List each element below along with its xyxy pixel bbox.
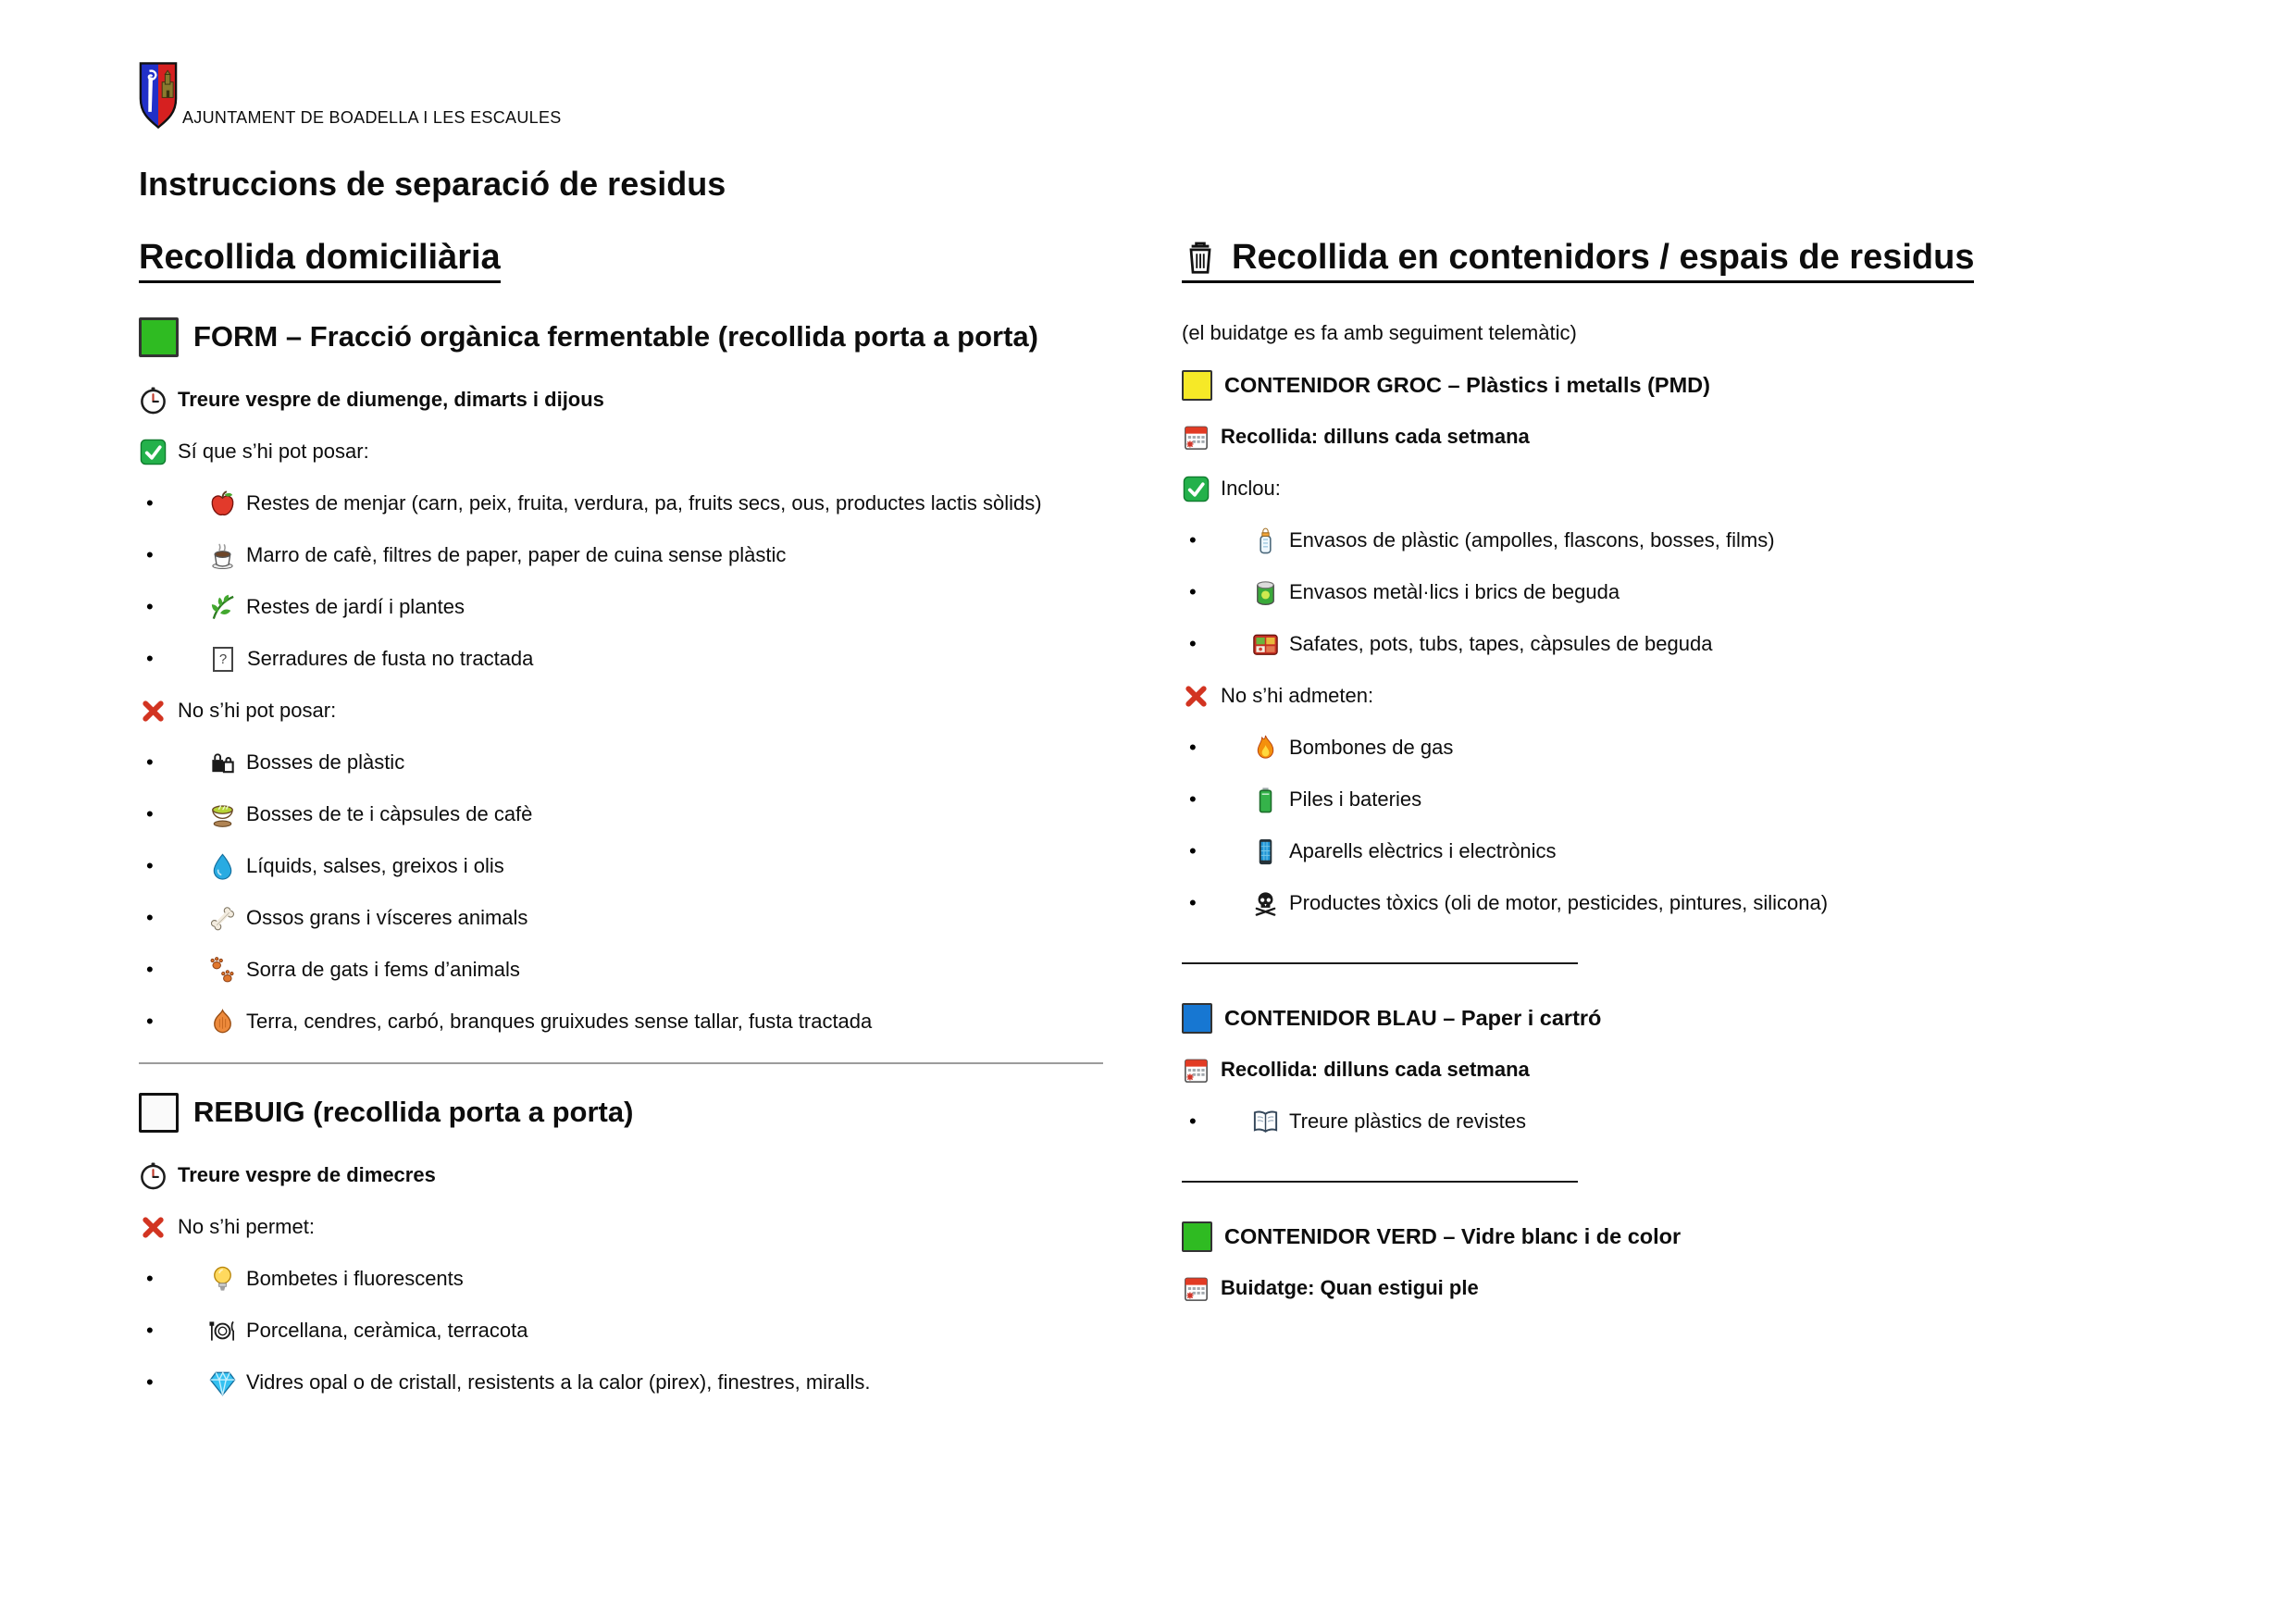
bullet-dot — [1189, 787, 1206, 812]
rebuig-section-heading — [139, 1092, 1148, 1133]
container-divider — [1182, 962, 1578, 964]
list-item: • Safates, pots, tubs, tapes, càpsules de beguda — [1182, 627, 2191, 661]
contenidor-verd-heading — [1182, 1220, 2191, 1253]
clock-icon — [139, 386, 168, 415]
calendar-icon — [1182, 1056, 1210, 1085]
groc-no-label — [1182, 679, 2191, 713]
bullet-dot — [1189, 891, 1206, 915]
bullet-dot — [1189, 528, 1206, 552]
list-item: • Aparells elèctrics i electrònics — [1182, 835, 2191, 868]
cross-icon — [139, 1213, 168, 1242]
apple-icon — [208, 490, 237, 518]
bullet-dot — [146, 906, 163, 930]
list-item: • Envasos metàl·lics i brics de beguda — [1182, 576, 2191, 609]
bullet-dot — [146, 958, 163, 982]
groc-no-label-text: No s’hi admeten: — [1221, 684, 1374, 707]
blau-schedule-text: Recollida: dilluns cada setmana — [1221, 1058, 1530, 1081]
blau-schedule — [1182, 1053, 2191, 1086]
skull-crossbones-icon — [1251, 889, 1280, 918]
gem-icon — [208, 1369, 237, 1397]
blue-square-icon — [1182, 1003, 1212, 1034]
list-item: • Líquids, salses, greixos i olis — [139, 849, 1148, 883]
bullet-dot — [1189, 580, 1206, 604]
list-item: • Bosses de plàstic — [139, 746, 1148, 779]
white-square-icon — [139, 1093, 179, 1133]
rebuig-schedule-text: Treure vespre de dimecres — [178, 1163, 436, 1186]
right-column-heading — [1182, 237, 1974, 283]
contenidor-groc-heading — [1182, 368, 2191, 402]
unknown-glyph-icon — [213, 647, 233, 672]
bullet-dot — [146, 595, 163, 619]
calendar-icon — [1182, 423, 1210, 452]
list-item: • Productes tòxics (oli de motor, pesticides, pintures, silicona) — [1182, 886, 2191, 920]
verd-title: CONTENIDOR VERD – Vidre blanc i de color — [1224, 1223, 1682, 1248]
bullet-dot — [146, 543, 163, 567]
section-divider — [139, 1062, 1103, 1064]
list-item: • Restes de jardí i plantes — [139, 590, 1148, 624]
list-item: • Bombetes i fluorescents — [139, 1262, 1148, 1295]
shopping-bags-icon — [208, 749, 237, 777]
org-name: AJUNTAMENT DE BOADELLA I LES ESCAULES — [182, 108, 562, 127]
bullet-dot — [146, 854, 163, 878]
green-square-icon — [139, 317, 179, 357]
cross-icon — [1182, 682, 1210, 711]
list-item: • Treure plàstics de revistes — [1182, 1105, 2191, 1138]
list-item: • ? Serradures de fusta no tractada — [139, 642, 1148, 676]
groc-title: CONTENIDOR GROC – Plàstics i metalls (PMD) — [1224, 372, 1710, 397]
rebuig-no-list — [139, 1262, 1148, 1399]
check-icon — [139, 438, 168, 466]
bullet-dot — [146, 802, 163, 826]
bone-icon — [208, 904, 237, 933]
list-item: • Marro de cafè, filtres de paper, paper de cuina sense plàstic — [139, 539, 1148, 572]
check-icon — [1182, 475, 1210, 503]
verd-schedule — [1182, 1271, 2191, 1305]
bullet-dot — [1189, 1110, 1206, 1134]
teacup-icon — [208, 800, 237, 829]
contenidor-blau-heading — [1182, 1001, 2191, 1035]
form-no-list — [139, 746, 1148, 1038]
bullet-dot — [146, 1267, 163, 1291]
form-no-label — [139, 694, 1148, 727]
battery-icon — [1251, 786, 1280, 814]
groc-schedule — [1182, 420, 2191, 453]
telematic-note: (el buidatge es fa amb seguiment telemàtic) — [1182, 321, 1577, 344]
wastebasket-icon — [1182, 239, 1219, 276]
form-title: FORM – Fracció orgànica fermentable (recollida porta a porta) — [193, 320, 1038, 353]
right-heading-text: Recollida en contenidors / espais de residus — [1232, 238, 1975, 277]
section-recollida-contenidors — [1182, 237, 2191, 1323]
list-item: • Sorra de gats i fems d’animals — [139, 953, 1148, 986]
calendar-icon — [1182, 1274, 1210, 1303]
form-no-label-text: No s’hi pot posar: — [178, 699, 337, 722]
bento-box-icon — [1251, 630, 1280, 659]
tuber-icon — [208, 1008, 237, 1036]
verd-schedule-text: Buidatge: Quan estigui ple — [1221, 1276, 1479, 1299]
bullet-dot — [146, 1370, 163, 1395]
list-item: • Restes de menjar (carn, peix, fruita, verdura, pa, fruits secs, ous, productes lactis sòlids) — [139, 487, 1148, 520]
groc-include-label — [1182, 472, 2191, 505]
list-item: • Terra, cendres, carbó, branques gruixudes sense tallar, fusta tractada — [139, 1005, 1148, 1038]
list-item: • Piles i bateries — [1182, 783, 2191, 816]
list-item: • Ossos grans i vísceres animals — [139, 901, 1148, 935]
groc-schedule-text: Recollida: dilluns cada setmana — [1221, 425, 1530, 448]
list-item: • Envasos de plàstic (ampolles, flascons, bosses, films) — [1182, 524, 2191, 557]
groc-include-list — [1182, 524, 2191, 661]
bullet-dot — [146, 491, 163, 515]
list-item: • Bosses de te i càpsules de cafè — [139, 798, 1148, 831]
form-schedule — [139, 383, 1148, 416]
bullet-dot — [146, 1010, 163, 1034]
list-item: • Vidres opal o de cristall, resistents a la calor (pirex), finestres, miralls. — [139, 1366, 1148, 1399]
baby-bottle-icon — [1251, 527, 1280, 555]
left-column-heading: Recollida domiciliària — [139, 237, 501, 283]
bullet-dot — [146, 647, 163, 671]
plate-cutlery-icon — [208, 1317, 237, 1345]
green-square-icon — [1182, 1221, 1212, 1252]
form-yes-label-text: Sí que s’hi pot posar: — [178, 440, 369, 463]
yellow-square-icon — [1182, 370, 1212, 401]
can-icon — [1251, 578, 1280, 607]
header — [137, 61, 562, 130]
mobile-phone-icon — [1251, 837, 1280, 866]
coat-of-arms-logo — [137, 61, 180, 130]
section-recollida-domiciliaria — [139, 237, 1148, 1418]
coffee-icon — [208, 541, 237, 570]
droplet-icon — [208, 852, 237, 881]
clock-icon — [139, 1161, 168, 1190]
form-section-heading — [139, 316, 1148, 357]
paw-prints-icon — [208, 956, 237, 985]
list-item: • Porcellana, ceràmica, terracota — [139, 1314, 1148, 1347]
bullet-dot — [1189, 839, 1206, 863]
rebuig-schedule — [139, 1159, 1148, 1192]
bullet-dot — [1189, 736, 1206, 760]
container-divider — [1182, 1181, 1578, 1183]
open-book-icon — [1251, 1108, 1280, 1136]
form-yes-label — [139, 435, 1148, 468]
form-yes-list — [139, 487, 1148, 676]
rebuig-no-label-text: No s’hi permet: — [178, 1215, 315, 1238]
list-item: • Bombones de gas — [1182, 731, 2191, 764]
bullet-dot — [146, 1319, 163, 1343]
rebuig-title: REBUIG (recollida porta a porta) — [193, 1096, 634, 1128]
bulb-icon — [208, 1265, 237, 1294]
groc-include-label-text: Inclou: — [1221, 477, 1281, 500]
blau-title: CONTENIDOR BLAU – Paper i cartró — [1224, 1005, 1602, 1030]
page-title: Instruccions de separació de residus — [139, 165, 726, 203]
blau-list — [1182, 1105, 2191, 1138]
bullet-dot — [146, 750, 163, 775]
rebuig-no-label — [139, 1210, 1148, 1244]
cross-icon — [139, 697, 168, 725]
groc-no-list — [1182, 731, 2191, 920]
herb-icon — [208, 593, 237, 622]
bullet-dot — [1189, 632, 1206, 656]
flame-icon — [1251, 734, 1280, 762]
form-schedule-text: Treure vespre de diumenge, dimarts i dijous — [178, 388, 604, 411]
